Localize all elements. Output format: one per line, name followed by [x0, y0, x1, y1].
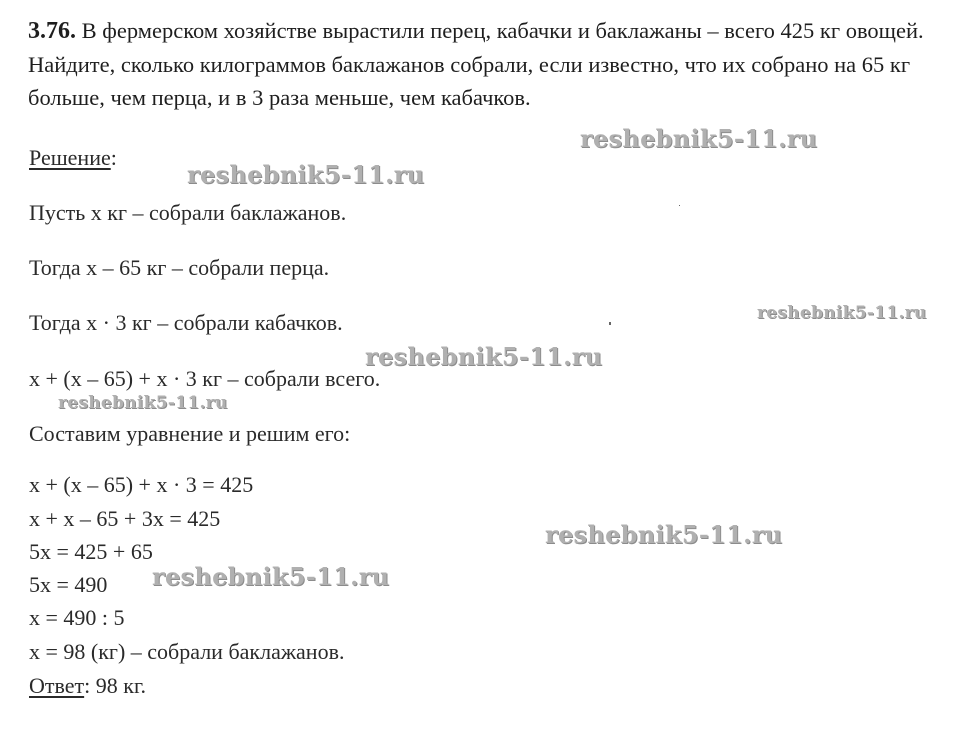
equation-line: 5x = 490	[29, 572, 108, 597]
watermark: reshebnik5-11.ru	[757, 303, 927, 323]
equation-line: x + (x – 65) + x · 3 = 425	[29, 472, 254, 497]
scan-speck	[679, 205, 680, 206]
solution-line: Тогда x – 65 кг – собрали перца.	[29, 255, 330, 280]
answer-value: : 98 кг.	[84, 673, 146, 698]
watermark: reshebnik5-11.ru	[365, 342, 603, 371]
problem-statement	[28, 14, 963, 114]
equation-line: x = 490 : 5	[29, 605, 125, 630]
solution-heading-colon: :	[110, 145, 117, 170]
solution-heading: Решение	[29, 145, 111, 170]
solution-line: x + (x – 65) + x · 3 кг – собрали всего.	[29, 366, 381, 391]
solution-line: Тогда x · 3 кг – собрали кабачков.	[29, 310, 343, 335]
equation-line: x = 98 (кг) – собрали баклажанов.	[29, 639, 345, 664]
equation-line: x + x – 65 + 3x = 425	[29, 506, 221, 531]
problem-number: 3.76.	[28, 18, 76, 44]
solution-line: Пусть x кг – собрали баклажанов.	[29, 200, 347, 225]
solution-heading-line	[29, 145, 117, 171]
watermark: reshebnik5-11.ru	[152, 562, 390, 591]
answer-line	[29, 673, 146, 699]
equation-line: 5x = 425 + 65	[29, 539, 153, 564]
watermark: reshebnik5-11.ru	[545, 520, 783, 549]
scan-speck	[609, 322, 611, 325]
answer-label: Ответ	[29, 673, 85, 698]
solution-line: Составим уравнение и решим его:	[29, 421, 351, 446]
watermark: reshebnik5-11.ru	[58, 393, 228, 413]
problem-text: В фермерском хозяйстве вырастили перец, кабачки и баклажаны – всего 425 кг овощей. Найдите, сколько килограммов баклажанов собрали, если известно, что их собрано на 65 кг больше, чем перца, и в 3 раза меньше, чем кабачков.	[28, 18, 924, 110]
watermark: reshebnik5-11.ru	[187, 160, 425, 189]
watermark: reshebnik5-11.ru	[580, 124, 818, 153]
